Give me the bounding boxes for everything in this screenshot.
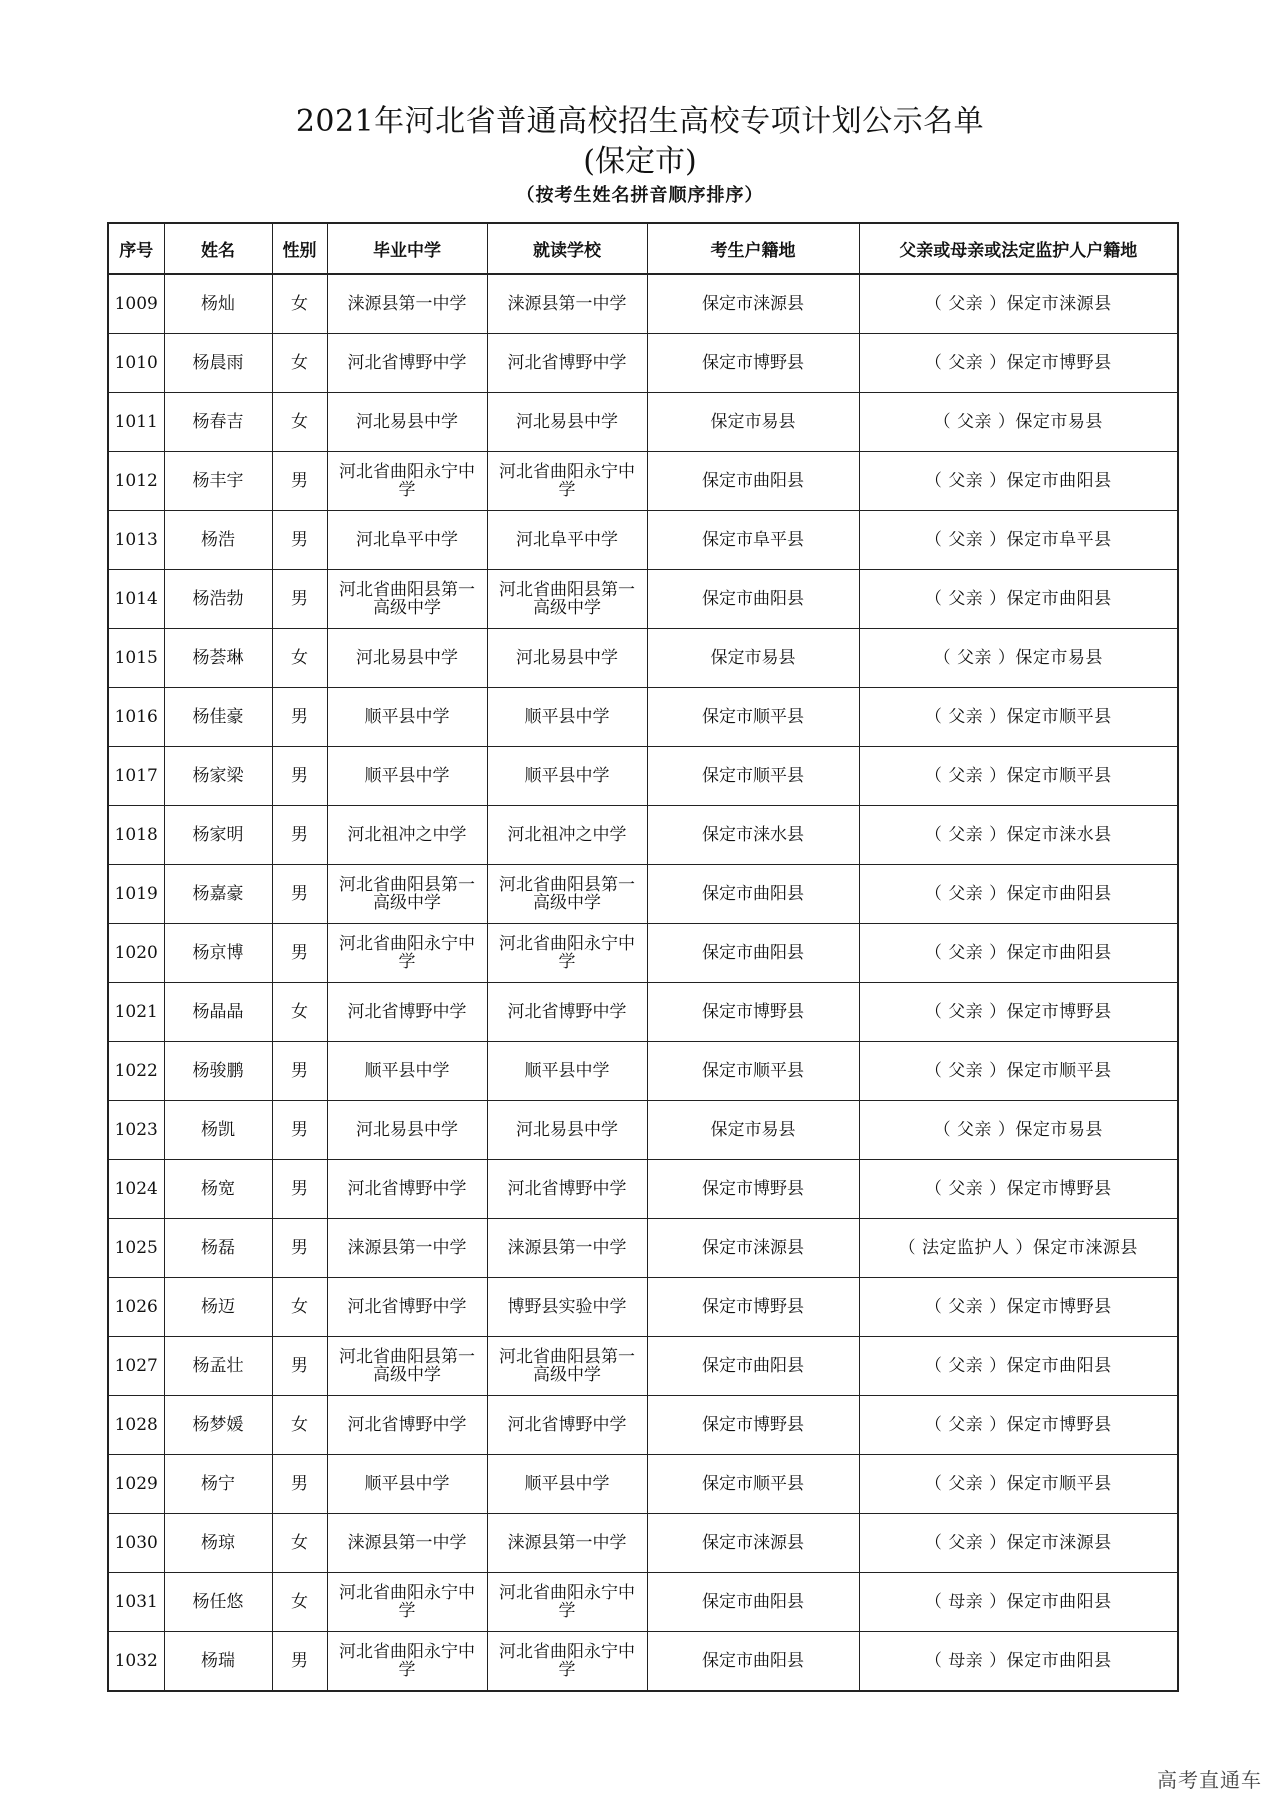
cell-guardian-residence: （ 父亲 ）保定市顺平县 — [859, 747, 1178, 806]
cell-graduation-school: 河北省博野中学 — [327, 334, 487, 393]
cell-current-school: 河北省曲阳县第一高级中学 — [487, 865, 647, 924]
cell-serial-number: 1021 — [108, 983, 164, 1042]
table-row — [108, 1632, 1178, 1692]
cell-name: 杨京博 — [164, 924, 272, 983]
cell-name: 杨春吉 — [164, 393, 272, 452]
cell-graduation-school: 河北省博野中学 — [327, 1396, 487, 1455]
cell-name: 杨瑞 — [164, 1632, 272, 1692]
cell-graduation-school: 河北易县中学 — [327, 629, 487, 688]
cell-serial-number: 1022 — [108, 1042, 164, 1101]
roster-table — [107, 222, 1179, 1692]
cell-serial-number: 1015 — [108, 629, 164, 688]
cell-current-school: 河北省曲阳永宁中学 — [487, 452, 647, 511]
cell-guardian-residence: （ 父亲 ）保定市博野县 — [859, 1160, 1178, 1219]
cell-serial-number: 1025 — [108, 1219, 164, 1278]
cell-gender: 男 — [272, 1160, 327, 1219]
cell-serial-number: 1032 — [108, 1632, 164, 1692]
cell-student-residence: 保定市曲阳县 — [647, 1573, 859, 1632]
cell-name: 杨晶晶 — [164, 983, 272, 1042]
cell-serial-number: 1023 — [108, 1101, 164, 1160]
cell-serial-number: 1019 — [108, 865, 164, 924]
table-row — [108, 983, 1178, 1042]
cell-guardian-residence: （ 父亲 ）保定市曲阳县 — [859, 924, 1178, 983]
cell-current-school: 河北省曲阳永宁中学 — [487, 1632, 647, 1692]
cell-guardian-residence: （ 父亲 ）保定市涞源县 — [859, 1514, 1178, 1573]
cell-guardian-residence: （ 父亲 ）保定市易县 — [859, 629, 1178, 688]
cell-gender: 女 — [272, 983, 327, 1042]
cell-serial-number: 1024 — [108, 1160, 164, 1219]
cell-graduation-school: 顺平县中学 — [327, 1455, 487, 1514]
table-row — [108, 1042, 1178, 1101]
cell-gender: 女 — [272, 1514, 327, 1573]
header-student-residence: 考生户籍地 — [647, 223, 859, 274]
cell-student-residence: 保定市曲阳县 — [647, 865, 859, 924]
cell-guardian-residence: （ 母亲 ）保定市曲阳县 — [859, 1573, 1178, 1632]
cell-name: 杨佳豪 — [164, 688, 272, 747]
cell-graduation-school: 顺平县中学 — [327, 747, 487, 806]
cell-gender: 男 — [272, 1337, 327, 1396]
cell-graduation-school: 河北省博野中学 — [327, 1278, 487, 1337]
cell-name: 杨丰宇 — [164, 452, 272, 511]
cell-graduation-school: 顺平县中学 — [327, 1042, 487, 1101]
cell-graduation-school: 河北易县中学 — [327, 1101, 487, 1160]
cell-serial-number: 1013 — [108, 511, 164, 570]
cell-graduation-school: 河北省曲阳永宁中学 — [327, 1573, 487, 1632]
cell-current-school: 顺平县中学 — [487, 1455, 647, 1514]
cell-gender: 男 — [272, 511, 327, 570]
cell-current-school: 涞源县第一中学 — [487, 1219, 647, 1278]
cell-guardian-residence: （ 父亲 ）保定市博野县 — [859, 983, 1178, 1042]
cell-student-residence: 保定市曲阳县 — [647, 1632, 859, 1692]
cell-student-residence: 保定市博野县 — [647, 334, 859, 393]
cell-serial-number: 1026 — [108, 1278, 164, 1337]
table-row — [108, 452, 1178, 511]
cell-gender: 男 — [272, 1042, 327, 1101]
cell-gender: 男 — [272, 747, 327, 806]
cell-student-residence: 保定市博野县 — [647, 1396, 859, 1455]
cell-current-school: 河北省曲阳永宁中学 — [487, 1573, 647, 1632]
cell-student-residence: 保定市顺平县 — [647, 747, 859, 806]
cell-gender: 女 — [272, 1396, 327, 1455]
document-title: 2021年河北省普通高校招生高校专项计划公示名单 — [295, 104, 985, 139]
cell-gender: 男 — [272, 1101, 327, 1160]
cell-current-school: 河北易县中学 — [487, 393, 647, 452]
table-row — [108, 1455, 1178, 1514]
cell-current-school: 河北省博野中学 — [487, 1160, 647, 1219]
cell-student-residence: 保定市曲阳县 — [647, 1337, 859, 1396]
cell-student-residence: 保定市涞源县 — [647, 1514, 859, 1573]
cell-student-residence: 保定市曲阳县 — [647, 452, 859, 511]
cell-serial-number: 1017 — [108, 747, 164, 806]
table-row — [108, 924, 1178, 983]
cell-guardian-residence: （ 父亲 ）保定市曲阳县 — [859, 452, 1178, 511]
document-subtitle: (保定市) — [583, 144, 697, 179]
cell-graduation-school: 河北省博野中学 — [327, 1160, 487, 1219]
cell-gender: 女 — [272, 629, 327, 688]
header-name: 姓名 — [164, 223, 272, 274]
cell-name: 杨磊 — [164, 1219, 272, 1278]
cell-gender: 女 — [272, 1278, 327, 1337]
cell-graduation-school: 河北省曲阳永宁中学 — [327, 1632, 487, 1692]
cell-guardian-residence: （ 父亲 ）保定市曲阳县 — [859, 570, 1178, 629]
cell-current-school: 河北阜平中学 — [487, 511, 647, 570]
cell-current-school: 涞源县第一中学 — [487, 1514, 647, 1573]
cell-graduation-school: 河北省曲阳永宁中学 — [327, 924, 487, 983]
cell-gender: 男 — [272, 1219, 327, 1278]
cell-graduation-school: 涞源县第一中学 — [327, 1219, 487, 1278]
cell-gender: 男 — [272, 1455, 327, 1514]
cell-guardian-residence: （ 父亲 ）保定市顺平县 — [859, 688, 1178, 747]
table-row — [108, 629, 1178, 688]
table-row — [108, 1219, 1178, 1278]
cell-name: 杨任悠 — [164, 1573, 272, 1632]
cell-guardian-residence: （ 父亲 ）保定市阜平县 — [859, 511, 1178, 570]
cell-serial-number: 1016 — [108, 688, 164, 747]
cell-current-school: 河北省博野中学 — [487, 983, 647, 1042]
cell-current-school: 顺平县中学 — [487, 688, 647, 747]
cell-current-school: 河北省曲阳永宁中学 — [487, 924, 647, 983]
header-gender: 性别 — [272, 223, 327, 274]
cell-gender: 女 — [272, 334, 327, 393]
cell-guardian-residence: （ 父亲 ）保定市曲阳县 — [859, 865, 1178, 924]
cell-student-residence: 保定市涞水县 — [647, 806, 859, 865]
table-row — [108, 511, 1178, 570]
cell-serial-number: 1029 — [108, 1455, 164, 1514]
cell-student-residence: 保定市曲阳县 — [647, 570, 859, 629]
cell-serial-number: 1011 — [108, 393, 164, 452]
cell-current-school: 河北易县中学 — [487, 629, 647, 688]
cell-current-school: 河北省博野中学 — [487, 334, 647, 393]
cell-name: 杨浩勃 — [164, 570, 272, 629]
cell-current-school: 顺平县中学 — [487, 1042, 647, 1101]
table-body — [108, 274, 1178, 1691]
cell-guardian-residence: （ 父亲 ）保定市易县 — [859, 393, 1178, 452]
cell-guardian-residence: （ 父亲 ）保定市顺平县 — [859, 1455, 1178, 1514]
table-row — [108, 1573, 1178, 1632]
header-graduation-school: 毕业中学 — [327, 223, 487, 274]
cell-student-residence: 保定市易县 — [647, 1101, 859, 1160]
table-header-row — [108, 223, 1178, 274]
cell-name: 杨家明 — [164, 806, 272, 865]
cell-guardian-residence: （ 父亲 ）保定市涞水县 — [859, 806, 1178, 865]
cell-serial-number: 1012 — [108, 452, 164, 511]
cell-gender: 男 — [272, 1632, 327, 1692]
cell-gender: 男 — [272, 688, 327, 747]
table-row — [108, 570, 1178, 629]
table-row — [108, 865, 1178, 924]
cell-current-school: 顺平县中学 — [487, 747, 647, 806]
cell-guardian-residence: （ 父亲 ）保定市易县 — [859, 1101, 1178, 1160]
cell-gender: 男 — [272, 452, 327, 511]
table-row — [108, 1278, 1178, 1337]
watermark: 高考直通车 — [1157, 1768, 1262, 1792]
sort-note: （按考生姓名拼音顺序排序） — [516, 185, 764, 206]
cell-graduation-school: 河北易县中学 — [327, 393, 487, 452]
cell-student-residence: 保定市阜平县 — [647, 511, 859, 570]
cell-student-residence: 保定市博野县 — [647, 983, 859, 1042]
header-guardian-residence: 父亲或母亲或法定监护人户籍地 — [859, 223, 1178, 274]
cell-serial-number: 1009 — [108, 274, 164, 334]
cell-serial-number: 1030 — [108, 1514, 164, 1573]
cell-serial-number: 1018 — [108, 806, 164, 865]
cell-name: 杨琼 — [164, 1514, 272, 1573]
cell-graduation-school: 河北省曲阳县第一高级中学 — [327, 570, 487, 629]
table-row — [108, 806, 1178, 865]
table-row — [108, 393, 1178, 452]
cell-name: 杨荟琳 — [164, 629, 272, 688]
table-row — [108, 334, 1178, 393]
cell-graduation-school: 涞源县第一中学 — [327, 1514, 487, 1573]
cell-student-residence: 保定市易县 — [647, 393, 859, 452]
cell-current-school: 河北省博野中学 — [487, 1396, 647, 1455]
cell-current-school: 河北省曲阳县第一高级中学 — [487, 1337, 647, 1396]
cell-serial-number: 1010 — [108, 334, 164, 393]
table-row — [108, 1101, 1178, 1160]
cell-current-school: 博野县实验中学 — [487, 1278, 647, 1337]
cell-name: 杨宁 — [164, 1455, 272, 1514]
cell-student-residence: 保定市博野县 — [647, 1278, 859, 1337]
header-serial-number: 序号 — [108, 223, 164, 274]
cell-guardian-residence: （ 父亲 ）保定市曲阳县 — [859, 1337, 1178, 1396]
cell-current-school: 河北祖冲之中学 — [487, 806, 647, 865]
cell-guardian-residence: （ 父亲 ）保定市涞源县 — [859, 274, 1178, 334]
cell-graduation-school: 河北祖冲之中学 — [327, 806, 487, 865]
cell-current-school: 河北易县中学 — [487, 1101, 647, 1160]
cell-serial-number: 1020 — [108, 924, 164, 983]
table-row — [108, 1160, 1178, 1219]
cell-graduation-school: 涞源县第一中学 — [327, 274, 487, 334]
cell-guardian-residence: （ 父亲 ）保定市博野县 — [859, 1396, 1178, 1455]
cell-name: 杨宽 — [164, 1160, 272, 1219]
cell-student-residence: 保定市涞源县 — [647, 1219, 859, 1278]
cell-student-residence: 保定市易县 — [647, 629, 859, 688]
cell-name: 杨凯 — [164, 1101, 272, 1160]
cell-gender: 女 — [272, 1573, 327, 1632]
cell-student-residence: 保定市顺平县 — [647, 1042, 859, 1101]
cell-name: 杨迈 — [164, 1278, 272, 1337]
cell-guardian-residence: （ 母亲 ）保定市曲阳县 — [859, 1632, 1178, 1692]
table-row — [108, 1514, 1178, 1573]
cell-name: 杨嘉豪 — [164, 865, 272, 924]
cell-name: 杨孟壮 — [164, 1337, 272, 1396]
cell-serial-number: 1014 — [108, 570, 164, 629]
cell-student-residence: 保定市顺平县 — [647, 688, 859, 747]
cell-serial-number: 1027 — [108, 1337, 164, 1396]
table-row — [108, 688, 1178, 747]
cell-guardian-residence: （ 父亲 ）保定市博野县 — [859, 334, 1178, 393]
cell-gender: 男 — [272, 570, 327, 629]
cell-student-residence: 保定市博野县 — [647, 1160, 859, 1219]
cell-graduation-school: 河北省曲阳永宁中学 — [327, 452, 487, 511]
cell-current-school: 涞源县第一中学 — [487, 274, 647, 334]
table-row — [108, 1337, 1178, 1396]
table-row — [108, 747, 1178, 806]
cell-gender: 女 — [272, 274, 327, 334]
cell-gender: 女 — [272, 393, 327, 452]
cell-name: 杨晨雨 — [164, 334, 272, 393]
cell-gender: 男 — [272, 865, 327, 924]
cell-name: 杨梦媛 — [164, 1396, 272, 1455]
cell-current-school: 河北省曲阳县第一高级中学 — [487, 570, 647, 629]
cell-graduation-school: 河北省曲阳县第一高级中学 — [327, 865, 487, 924]
cell-guardian-residence: （ 父亲 ）保定市博野县 — [859, 1278, 1178, 1337]
cell-student-residence: 保定市涞源县 — [647, 274, 859, 334]
cell-serial-number: 1028 — [108, 1396, 164, 1455]
cell-graduation-school: 顺平县中学 — [327, 688, 487, 747]
cell-graduation-school: 河北阜平中学 — [327, 511, 487, 570]
cell-student-residence: 保定市曲阳县 — [647, 924, 859, 983]
cell-name: 杨骏鹏 — [164, 1042, 272, 1101]
cell-guardian-residence: （ 父亲 ）保定市顺平县 — [859, 1042, 1178, 1101]
cell-name: 杨灿 — [164, 274, 272, 334]
table-row — [108, 1396, 1178, 1455]
cell-guardian-residence: （ 法定监护人 ）保定市涞源县 — [859, 1219, 1178, 1278]
cell-gender: 男 — [272, 924, 327, 983]
cell-graduation-school: 河北省博野中学 — [327, 983, 487, 1042]
table-row — [108, 274, 1178, 334]
cell-student-residence: 保定市顺平县 — [647, 1455, 859, 1514]
cell-gender: 男 — [272, 806, 327, 865]
cell-name: 杨家梁 — [164, 747, 272, 806]
cell-name: 杨浩 — [164, 511, 272, 570]
cell-serial-number: 1031 — [108, 1573, 164, 1632]
cell-graduation-school: 河北省曲阳县第一高级中学 — [327, 1337, 487, 1396]
header-current-school: 就读学校 — [487, 223, 647, 274]
